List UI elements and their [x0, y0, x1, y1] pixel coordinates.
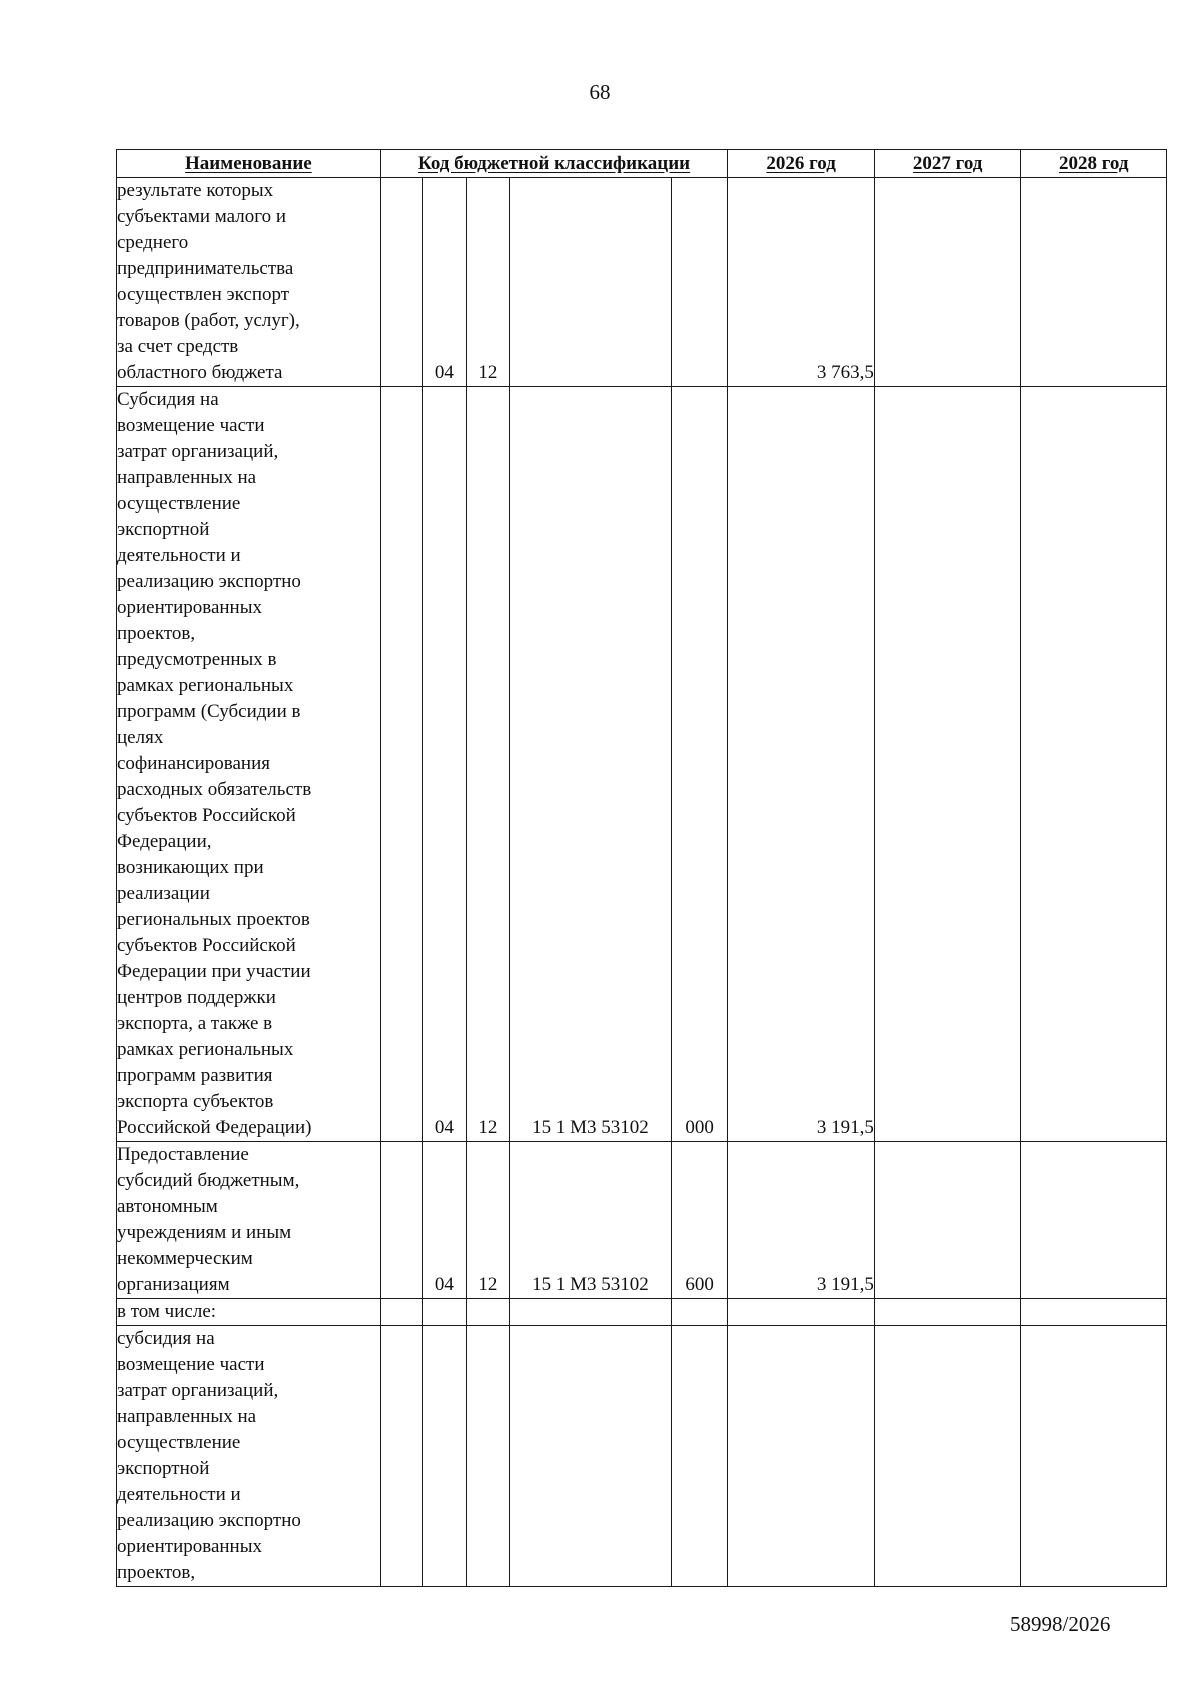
- row-name-line: реализацию экспортно: [117, 1510, 301, 1531]
- row-name-line: деятельности и: [117, 1484, 241, 1505]
- row-name-line: реализации: [117, 883, 210, 904]
- cell-pr: [466, 1326, 509, 1587]
- row-name-line: деятельности и: [117, 545, 241, 566]
- row-name-line: Федерации при участии: [117, 961, 311, 982]
- table-row: [117, 387, 1167, 1142]
- cell-blank: [380, 178, 422, 387]
- row-name-line: проектов,: [117, 1562, 196, 1583]
- row-name-line: ориентированных: [117, 1536, 262, 1557]
- table-row: [117, 1142, 1167, 1299]
- row-name-line: товаров (работ, услуг),: [117, 310, 300, 331]
- row-name-line: затрат организаций,: [117, 1380, 279, 1401]
- row-name-line: возмещение части: [117, 1354, 265, 1375]
- cell-vr: 600: [671, 1142, 728, 1299]
- document-id: 58998/2026: [1010, 1612, 1111, 1636]
- row-name-line: предусмотренных в: [117, 649, 277, 670]
- cell-y2026: 3 191,5: [728, 387, 875, 1142]
- row-name-line: некоммерческим: [117, 1248, 253, 1269]
- row-name-line: автономным: [117, 1196, 218, 1217]
- row-name-line: Российской Федерации): [117, 1117, 312, 1138]
- row-name-line: региональных проектов: [117, 909, 310, 930]
- cell-y2026: 3 763,5: [728, 178, 875, 387]
- row-name-line: экспортной: [117, 519, 210, 540]
- row-name-line: программ (Субсидии в: [117, 701, 301, 722]
- cell-csr: [510, 1299, 672, 1326]
- row-name-line: программ развития: [117, 1065, 273, 1086]
- cell-pr: 12: [466, 1142, 509, 1299]
- header-budget-code: Код бюджетной классификации: [380, 150, 728, 178]
- table-body: [117, 178, 1167, 1587]
- cell-y2028: [1021, 1326, 1167, 1587]
- row-name-line: реализацию экспортно: [117, 571, 301, 592]
- cell-rz: [423, 1326, 466, 1587]
- row-name-line: осуществление: [117, 1432, 241, 1453]
- cell-csr: 15 1 М3 53102: [510, 1142, 672, 1299]
- cell-pr: 12: [466, 387, 509, 1142]
- row-name-line: областного бюджета: [117, 362, 283, 383]
- cell-y2028: [1021, 387, 1167, 1142]
- row-name-line: субъектов Российской: [117, 805, 296, 826]
- row-name-line: экспортной: [117, 1458, 210, 1479]
- cell-blank: [380, 387, 422, 1142]
- cell-y2028: [1021, 1142, 1167, 1299]
- header-2028: 2028 год: [1021, 150, 1167, 178]
- cell-csr: [510, 178, 672, 387]
- row-name-line: рамках региональных: [117, 675, 294, 696]
- row-name-line: субъектов Российской: [117, 935, 296, 956]
- table-row: [117, 178, 1167, 387]
- row-name: [117, 1299, 381, 1326]
- row-name-line: направленных на: [117, 467, 257, 488]
- cell-vr: [671, 1326, 728, 1587]
- row-name-line: субсидия на: [117, 1328, 215, 1349]
- cell-vr: [671, 1299, 728, 1326]
- table-row: [117, 1326, 1167, 1587]
- cell-blank: [380, 1326, 422, 1587]
- cell-rz: 04: [423, 1142, 466, 1299]
- row-name-line: направленных на: [117, 1406, 257, 1427]
- row-name-line: учреждениям и иным: [117, 1222, 292, 1243]
- cell-y2027: [874, 387, 1021, 1142]
- cell-vr: 000: [671, 387, 728, 1142]
- row-name-line: ориентированных: [117, 597, 262, 618]
- cell-vr: [671, 178, 728, 387]
- row-name-line: субъектами малого и: [117, 206, 286, 227]
- cell-blank: [380, 1299, 422, 1326]
- row-name-line: организациям: [117, 1274, 230, 1295]
- row-name: [117, 1142, 381, 1299]
- row-name-line: экспорта субъектов: [117, 1091, 274, 1112]
- cell-pr: 12: [466, 178, 509, 387]
- row-name-line: расходных обязательств: [117, 779, 312, 800]
- cell-y2027: [874, 1142, 1021, 1299]
- cell-y2026: [728, 1299, 875, 1326]
- page-number: 68: [589, 80, 611, 104]
- cell-y2027: [874, 1299, 1021, 1326]
- cell-blank: [380, 1142, 422, 1299]
- row-name-line: Федерации,: [117, 831, 212, 852]
- row-name-line: рамках региональных: [117, 1039, 294, 1060]
- cell-y2028: [1021, 178, 1167, 387]
- cell-csr: 15 1 М3 53102: [510, 387, 672, 1142]
- cell-rz: 04: [423, 387, 466, 1142]
- table-row: [117, 1299, 1167, 1326]
- row-name-line: возмещение части: [117, 415, 265, 436]
- row-name-line: центров поддержки: [117, 987, 276, 1008]
- row-name-line: экспорта, а также в: [117, 1013, 273, 1034]
- row-name-line: осуществлен экспорт: [117, 284, 290, 305]
- cell-pr: [466, 1299, 509, 1326]
- cell-csr: [510, 1326, 672, 1587]
- row-name: [117, 1326, 381, 1587]
- row-name-line: среднего: [117, 232, 189, 253]
- row-name-line: затрат организаций,: [117, 441, 279, 462]
- row-name-line: софинансирования: [117, 753, 271, 774]
- cell-y2028: [1021, 1299, 1167, 1326]
- cell-y2026: 3 191,5: [728, 1142, 875, 1299]
- cell-y2026: [728, 1326, 875, 1587]
- row-name-line: Предоставление: [117, 1144, 249, 1165]
- row-name-line: проектов,: [117, 623, 196, 644]
- header-2027: 2027 год: [874, 150, 1021, 178]
- header-2026: 2026 год: [728, 150, 875, 178]
- budget-table: [116, 149, 1167, 1587]
- cell-rz: [423, 1299, 466, 1326]
- row-name-line: в том числе:: [117, 1301, 217, 1322]
- cell-y2027: [874, 1326, 1021, 1587]
- header-name: Наименование: [117, 150, 381, 178]
- row-name-line: результате которых: [117, 180, 274, 201]
- row-name-line: возникающих при: [117, 857, 264, 878]
- row-name-line: Субсидия на: [117, 389, 219, 410]
- row-name: [117, 178, 381, 387]
- row-name: [117, 387, 381, 1142]
- cell-y2027: [874, 178, 1021, 387]
- row-name-line: предпринимательства: [117, 258, 294, 279]
- row-name-line: целях: [117, 727, 164, 748]
- cell-rz: 04: [423, 178, 466, 387]
- table-header-row: [117, 150, 1167, 178]
- row-name-line: осуществление: [117, 493, 241, 514]
- row-name-line: за счет средств: [117, 336, 239, 357]
- row-name-line: субсидий бюджетным,: [117, 1170, 300, 1191]
